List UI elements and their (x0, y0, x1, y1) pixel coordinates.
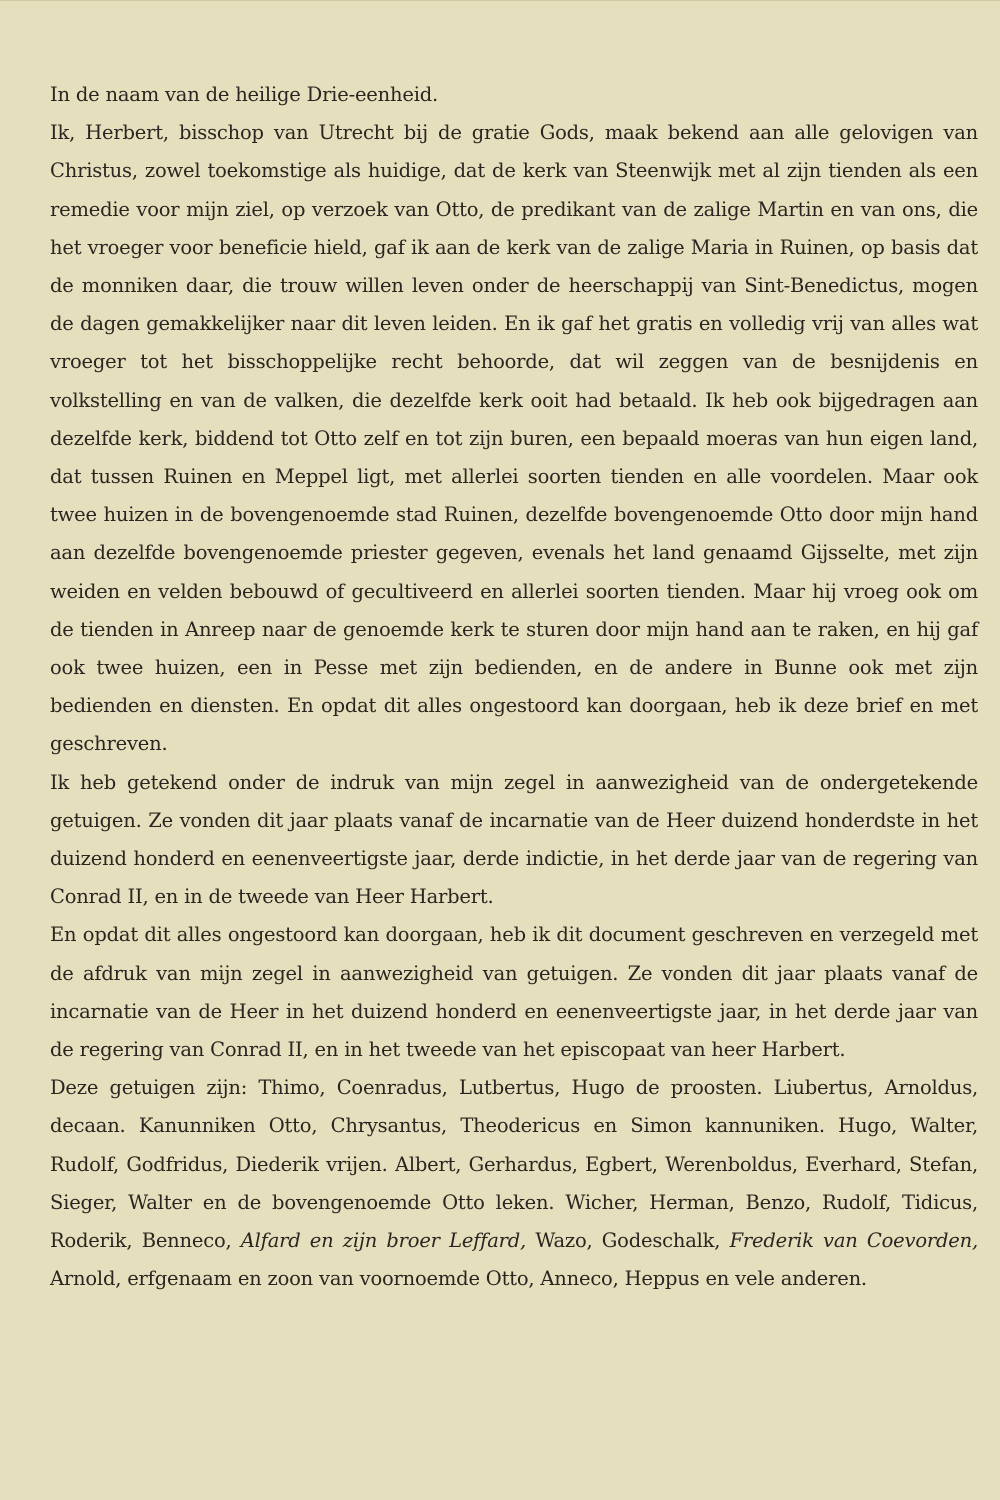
witnesses-italic-alfard: Alfard en zijn broer Leffard, (240, 1229, 527, 1253)
invocation-paragraph: In de naam van de heilige Drie-eenheid. (50, 83, 439, 106)
witnesses-text-part1: Deze getuigen zijn: Thimo, Coenradus, Lutbertus, Hugo de proosten. Liubertus, Arnoldus, decaan. Kanunniken Otto, Chrysantus, Theodericus en Simon kannuniken. Hugo, Walter, Rudolf, Godfridus, Diederik vrijen. Albert, Gerhardus, Egbert, Werenboldus, Everhard, Stefan, Sieger, Walter en de bovengenoemde Otto leken. Wicher, Herman, Benzo, Rudolf, Tidicus, Roderik, Benneco, (50, 1076, 978, 1253)
witnesses-paragraph (50, 1069, 978, 1298)
signing-paragraph: Ik heb getekend onder de indruk van mijn zegel in aanwezigheid van de ondergetekende getuigen. Ze vonden dit jaar plaats vanaf de incarnatie van de Heer duizend honderdste in het duizend honderd en eenenveertigste jaar, derde indictie, in het derde jaar van de regering van Conrad II, en in de tweede van Heer Harbert. (50, 770, 978, 909)
witnesses-text-part2: Wazo, Godeschalk, (535, 1229, 721, 1253)
witnesses-italic-frederik: Frederik van Coevorden, (729, 1229, 978, 1253)
sealing-paragraph: En opdat dit alles ongestoord kan doorgaan, heb ik dit document geschreven en verzegeld met de afdruk van mijn zegel in aanwezigheid van getuigen. Ze vonden dit jaar plaats vanaf de incarnatie van de Heer in het duizend honderd en eenenveertigste jaar, in het derde jaar van de regering van Conrad II, en in het tweede van het episcopaat van heer Harbert. (50, 923, 978, 1062)
main-paragraph: Ik, Herbert, bisschop van Utrecht bij de gratie Gods, maak bekend aan alle gelovigen van Christus, zowel toekomstige als huidige, dat de kerk van Steenwijk met al zijn tienden als een remedie voor mijn ziel, op verzoek van Otto, de predikant van de zalige Martin en van ons, die het vroeger voor beneficie hield, gaf ik aan de kerk van de zalige Maria in Ruinen, op basis dat de monniken daar, die trouw willen leven onder de heerschappij van Sint-Benedictus, mogen de dagen gemakkelijker naar dit leven leiden. En ik gaf het gratis en volledig vrij van alles wat vroeger tot het bisschoppelijke recht behoorde, dat wil zeggen van de besnijdenis en volkstelling en van de valken, die dezelfde kerk ooit had betaald. Ik heb ook bijgedragen aan dezelfde kerk, biddend tot Otto zelf en tot zijn buren, een bepaald moeras van hun eigen land, dat tussen Ruinen en Meppel ligt, met allerlei soorten tienden en alle voordelen. Maar ook twee huizen in de bovengenoemde stad Ruinen, dezelfde bovengenoemde Otto door mijn hand aan dezelfde bovengenoemde priester gegeven, evenals het land genaamd Gijsselte, met zijn weiden en velden bebouwd of gecultiveerd en allerlei soorten tienden. Maar hij vroeg ook om de tienden in Anreep naar de genoemde kerk te sturen door mijn hand aan te raken, en hij gaf ook twee huizen, een in Pesse met zijn bedienden, en de andere in Bunne ook met zijn bedienden en diensten. En opdat dit alles ongestoord kan doorgaan, heb ik deze brief en met geschreven. (50, 121, 978, 756)
witnesses-text-part3: Arnold, erfgenaam en zoon van voornoemde Otto, Anneco, Heppus en vele anderen. (50, 1267, 867, 1291)
charter-text (50, 76, 978, 1299)
